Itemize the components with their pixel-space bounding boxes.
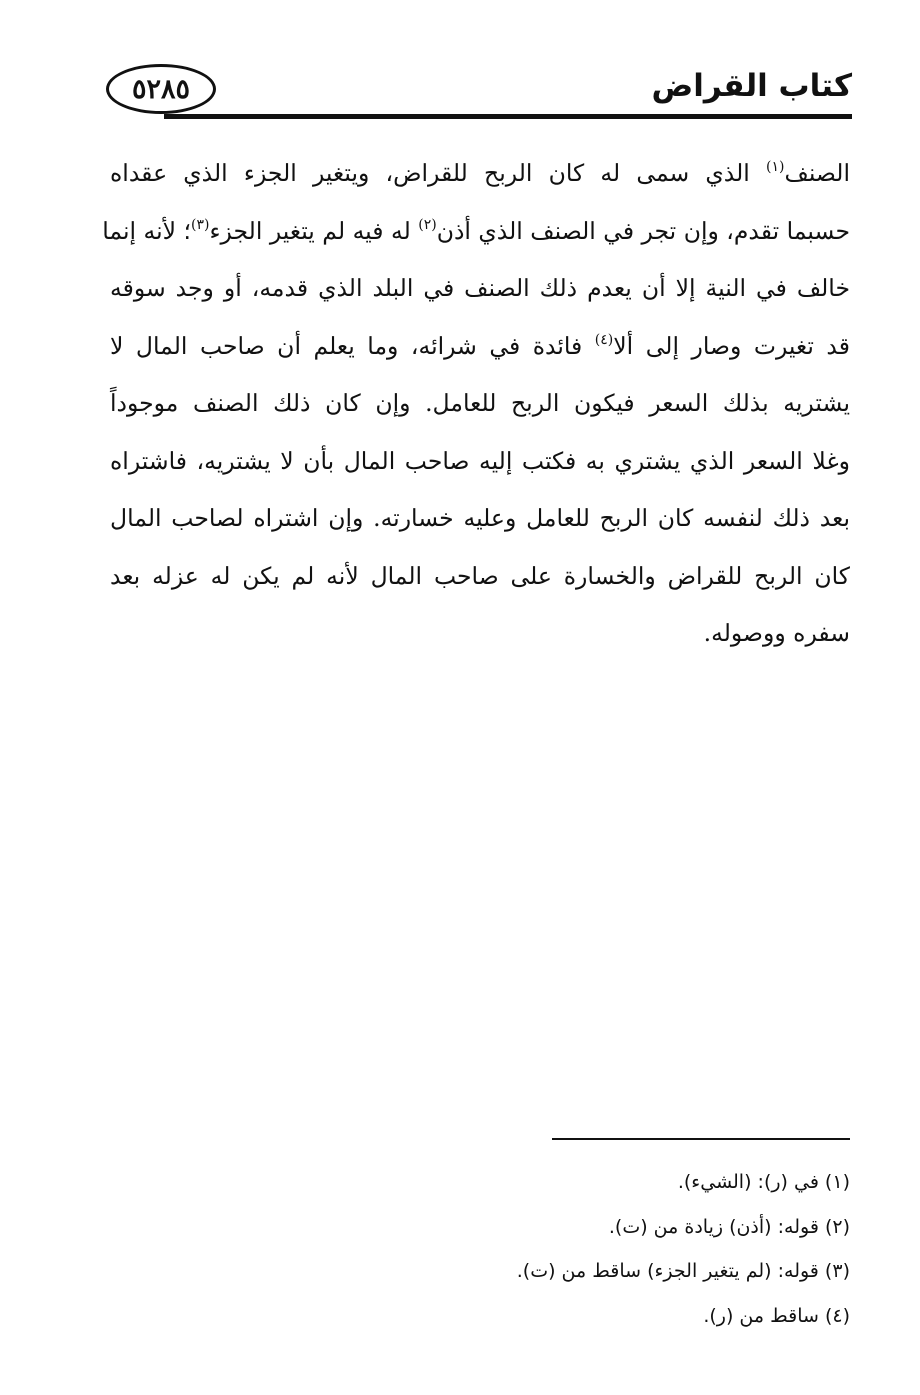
- text-line: وغلا السعر الذي يشتري به فكتب إليه صاحب المال بأن لا يشتريه، فاشتراه: [110, 446, 850, 475]
- header-rule: [164, 114, 852, 119]
- text-line: حسبما تقدم، وإن تجر في الصنف الذي أذن$^{(٢)}$ له فيه لم يتغير الجزء$^{(٣)}$؛ لأنه إنما: [102, 216, 850, 245]
- text-line: قد تغيرت وصار إلى ألا$^{(٤)}$ فائدة في شرائه، وما يعلم أن صاحب المال لا: [110, 331, 850, 360]
- page-number: ٥٢٨٥: [106, 64, 216, 114]
- text-line: سفره ووصوله.: [703, 619, 850, 647]
- footnote-ref[interactable]: (٢): [418, 216, 437, 233]
- text-line: الصنف$^{(١)}$ الذي سمى له كان الربح للقراض، ويتغير الجزء الذي عقداه: [110, 159, 850, 187]
- footnote-item: (٢) قوله: (أذن) زيادة من (ت).: [608, 1215, 850, 1238]
- text-line: يشتريه بذلك السعر فيكون الربح للعامل. وإن كان ذلك الصنف موجوداً: [110, 389, 850, 417]
- footnotes: [150, 1160, 850, 1338]
- footnote-ref[interactable]: (١): [766, 159, 785, 175]
- page-header: [104, 62, 852, 124]
- main-text: [102, 145, 850, 663]
- footnote-item: (١) في (ر): (الشيء).: [677, 1171, 850, 1193]
- footnote-ref[interactable]: (٤): [594, 331, 614, 348]
- footnote-separator: [552, 1138, 850, 1140]
- text-line: خالف في النية إلا أن يعدم ذلك الصنف في البلد الذي قدمه، أو وجد سوقه: [110, 274, 850, 302]
- book-title: كتاب القراض: [651, 68, 852, 104]
- text-line: كان الربح للقراض والخسارة على صاحب المال لأنه لم يكن له عزله بعد: [110, 561, 850, 590]
- footnote-item: (٤) ساقط من (ر).: [703, 1304, 850, 1327]
- footnote-item: (٣) قوله: (لم يتغير الجزء) ساقط من (ت).: [516, 1260, 850, 1282]
- footnote-ref[interactable]: (٣): [191, 216, 210, 233]
- text-line: بعد ذلك لنفسه كان الربح للعامل وعليه خسارته. وإن اشتراه لصاحب المال: [110, 504, 850, 532]
